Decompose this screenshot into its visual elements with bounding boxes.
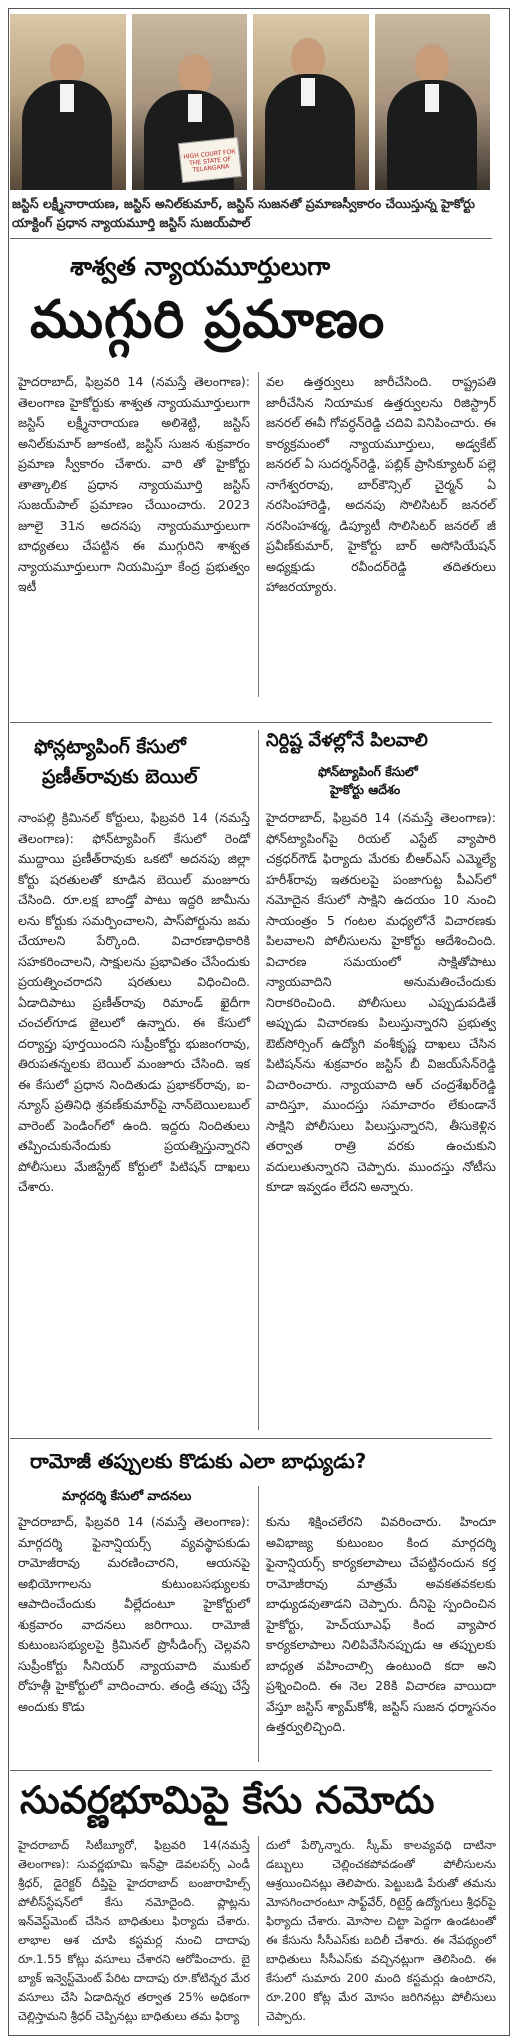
column-divider <box>258 730 259 1430</box>
story3-body: హైదరాబాద్, ఫిబ్రవరి 14 (నమస్తే తెలంగాణ): ఫోన్‌ట్యాపింగ్‌పై రియల్ ఎస్టేట్ వ్యాపారి చక్రధర్‌గౌడ్ ఫిర్యాదు మేరకు బీఆర్‌ఎస్ ఎమ్మెల్యే హరీశ్‌రావు ఇతరులపై పంజాగుట్ట పీఎస్‌లో నమోదైన కేసులో సాక్షిని ఉదయం 10 నుంచి సాయంత్రం 5 గంటల మధ్యలోనే విచారణకు పిలవాలని పోలీసులను హైకోర్టు ఆదేశించింది. విచారణ సమయంలో సాక్షితోపాటు న్యాయవాదిని అనుమతించేందుకు నిరాకరించింది. పోలీసులు ఎప్పుడుపడితే అప్పుడు విచారణకు పిలుస్తున్నారని ప్రభుత్వ ఔట్‌సోర్సింగ్ ఉద్యోగి వంశీకృష్ణ దాఖలు చేసిన పిటిషన్‌ను శుక్రవారం జస్టిస్ బీ విజయ్‌సేన్‌రెడ్డి విచారించారు. న్యాయవాది ఆర్ చంద్రశేఖర్‌రెడ్డి వాదిస్తూ, ముందస్తు సమాచారం లేకుండానే సాక్షిని పోలీసులు పిలుస్తున్నారని, తీసుకెళ్లిన తర్వాత రాత్రి వరకు ఉంచుకుని వదులుతున్నారని చెప్పారు. ముందస్తు నోటీసు కూడా ఇవ్వడం లేదని అన్నారు. <box>266 810 496 1194</box>
story2-body: నాంపల్లి క్రిమినల్ కోర్టులు, ఫిబ్రవరి 14 (నమస్తే తెలంగాణ): ఫోన్‌ట్యాపింగ్ కేసులో రెండో ముద్దాయి ప్రణీత్‌రావుకు ఒకటో అదనపు జిల్లా కోర్టు షరతులతో కూడిన బెయిల్ మంజూరు చేసింది. రూ.లక్ష బాండ్తో పాటు ఇద్దరి జామీను లను కోర్టుకు సమర్పించాలని, పాస్‌పోర్టును జమ చేయాలని పేర్కొంది. విచారణాధికారికి సహకరించాలని, సాక్షులను ప్రభావితం చేసేందుకు ప్రయత్నించరాదని షరతులు విధించింది. ఏడాదిపాటు ప్రణీత్‌రావు రిమాండ్ ఖైదీగా చంచల్‌గూడ జైలులో ఉన్నారు. ఈ కేసులో దర్యాప్తు పూర్తయిందని సుప్రీంకోర్టు భుజంగరావు, తిరుపతన్నలకు బెయిల్ మంజూరు చేసింది. ఇక ఈ కేసులో ప్రధాన నిందితుడు ప్రభాకర్‌రావు, ఐ-న్యూస్ ప్రతినిధి శ్రవణ్‌కుమార్‌పై నాన్‌బెయిలబుల్ వారెంట్ పెండింగ్‌లో ఉంది. ఇద్దరు నిందితులు తప్పించుకునేందుకు ప్రయత్నిస్తున్నారని పోలీసులు మేజిస్ట్రేట్ కోర్టులో పిటిషన్ దాఖలు చేశారు. <box>18 810 250 1194</box>
story1-column-1: హైదరాబాద్, ఫిబ్రవరి 14 (నమస్తే తెలంగాణ): తెలంగాణ హైకోర్టుకు శాశ్వత న్యాయమూర్తులుగా జస్టిస్ లక్ష్మీనారాయణ అలిశెట్టి, జస్టిస్ అనిల్‌కుమార్ జూకంటి, జస్టిస్ సుజన శుక్రవారం ప్రమాణ స్వీకారం చేశారు. వారి తో హైకోర్టు తాత్కాలిక ప్రధాన న్యాయమూర్తి జస్టిస్ సుజయ్‌పాల్ ప్రమాణం చేయించారు. 2023 జూలై 31న అదనపు న్యాయమూర్తులుగా బాధ్యతలు చేపట్టిన ఈ ముగ్గురిని శాశ్వత న్యాయమూర్తులుగా నియమిస్తూ కేంద్ర ప్రభుత్వం ఇటీ <box>18 374 250 594</box>
divider <box>10 238 492 239</box>
story4-title: రామోజీ తప్పులకు కొడుకు ఎలా బాధ్యుడు? <box>30 1449 367 1473</box>
story2-title-line1: ఫోన్లట్యాపింగ్ కేసులో <box>34 736 186 758</box>
column-divider <box>258 372 259 697</box>
story3-title: నిర్దిష్ట వేళల్లోనే పిలవాలి <box>266 730 428 751</box>
story4-column-2: కును శిక్షించలేరని వివరించారు. హిందూ అవిభాజ్య కుటుంబం కింద మార్గదర్శి ఫైనాన్షియర్స్ కార్యకలాపాలు చేపట్టినందున కర్త రామోజీరావు మాత్రమే అవకతవకలకు బాధ్యుడవుతాడని చెప్పారు. దీనిపై స్పందించిన హైకోర్టు, హెచ్‌యూఎఫ్ కింద వ్యాపార కార్యకలాపాలు నిలిపివేసినప్పుడు ఆ తప్పులకు బాధ్యత వహించాల్సి ఉంటుంది కదా అని ప్రశ్నించింది. ఈ నెల 28కి విచారణ వాయిదా వేస్తూ జస్టిస్ శ్యామ్‌కోశీ, జస్టిస్ సుజన ధర్మాసనం ఉత్తర్వులిచ్చింది. <box>266 1514 496 1734</box>
story4-kicker: మార్గదర్శి కేసులో వాదనలు <box>62 1488 192 1503</box>
story1-headline: ముగ్గురి ప్రమాణం <box>30 290 386 350</box>
oath-document <box>178 137 242 183</box>
photo-justice-1 <box>10 14 126 190</box>
story4-column-1: హైదరాబాద్, ఫిబ్రవరి 14 (నమస్తే తెలంగాణ): మార్గదర్శి ఫైనాన్షియర్స్ వ్యవస్థాపకుడు రామోజీరావు మరణించారని, ఆయనపై అభియోగాలను కుటుంబసభ్యులకు ఆపాదించేందుకు వీల్లేదంటూ హైకోర్టులో శుక్రవారం వాదనలు జరిగాయి. రామోజీ కుటుంబసభ్యులపై క్రిమినల్ ప్రొసీడింగ్స్ చెల్లవని సుప్రీంకోర్టు సీనియర్ న్యాయవాది ముకుల్ రోహత్గీ హైకోర్టులో వాదించారు. తండ్రి తప్పు చేస్తే అందుకు కొడు <box>18 1514 250 1714</box>
column-divider <box>258 1836 259 2026</box>
photo-justice-3 <box>253 14 369 190</box>
column-divider <box>258 1486 259 1762</box>
story1-subhead: శాశ్వత న్యాయమూర్తులుగా <box>70 252 331 281</box>
divider <box>10 722 492 723</box>
story2-title-line2: ప్రణీత్‌రావుకు బెయిల్ <box>42 766 198 788</box>
divider <box>10 1438 492 1439</box>
divider <box>10 1770 492 1771</box>
story3-kicker-line1: ఫోన్‌ట్యాపింగ్ కేసులో <box>318 764 418 779</box>
story3-kicker-line2: హైకోర్టు ఆదేశం <box>330 782 401 797</box>
story5-column-2: దులో పేర్కొన్నారు. స్కీమ్ కాలవ్యవధి దాటినా డబ్బులు చెల్లించకపోవడంతో పోలీసులను ఆశ్రయించినట్లు తెలిపారు. పెట్టుబడి పేరుతో తమను మోసగించారంటూ సాఫ్ట్‌వేర్, రిటైర్డ్ ఉద్యోగులు శ్రీధర్‌పై ఫిర్యాదు చేశారు. మోసాల చిట్టా పెద్దగా ఉండటంతో ఈ కేసును సీసీఎస్‌కు బదిలీ చేశారు. ఈ నేపథ్యంలో బాధితులు సీసీఎస్‌కు వచ్చినట్లుగా తెలిసింది. ఈ కేసులో సుమారు 200 మంది కస్టమర్లు ఉంటారని, రూ.200 కోట్ల మేర మోసం జరిగినట్లు పోలీసులు చెప్పారు. <box>266 1838 496 2023</box>
photo-strip <box>10 14 490 190</box>
photo-justice-4 <box>375 14 491 190</box>
story1-column-2: వల ఉత్తర్వులు జారీచేసింది. రాష్ట్రపతి జారీచేసిన నియామక ఉత్తర్వులను రిజిస్ట్రార్ జనరల్ ఈవీ గోవర్ధన్‌రెడ్డి చదివి వినిపించారు. ఈ కార్యక్రమంలో న్యాయమూర్తులు, అడ్వకేట్ జనరల్ ఏ సుదర్శన్‌రెడ్డి, పబ్లిక్ ప్రాసిక్యూటర్ పల్లె నాగేశ్వరరావు, బార్‌కౌన్సిల్ చైర్మన్ ఏ నరసింహారెడ్డి, అదనపు సొలిసిటర్ జనరల్ నరసింహశర్మ, డిప్యూటీ సొలిసిటర్ జనరల్ జీ ప్రవీణ్‌కుమార్, హైకోర్టు బార్ అసోసియేషన్ అధ్యక్షుడు రవీందర్‌రెడ్డి తదితరులు హాజరయ్యారు. <box>266 374 496 594</box>
oath-document-text: HIGH COURT FOR THE STATE OF TELANGANA <box>182 148 236 174</box>
story5-title: సువర్ణభూమిపై కేసు నమోదు <box>20 1778 435 1822</box>
photo-caption: జస్టిస్ లక్ష్మీనారాయణ, జస్టిస్ అనిల్‌కుమార్, జస్టిస్ సుజనతో ప్రమాణస్వీకారం చేయిస్తున్న హైకోర్టు యాక్టింగ్ ప్రధాన న్యాయమూర్తి జస్టిస్ సుజయ్‌పాల్ <box>12 196 475 230</box>
photo-justice-2 <box>132 14 248 190</box>
story5-column-1: హైదరాబాద్ సిటీబ్యూరో, ఫిబ్రవరి 14(నమస్తే తెలంగాణ): సువర్ణభూమి ఇన్‌ఫ్రా డెవలపర్స్ ఎండీ శ్రీధర్, డైరెక్టర్ దీప్తిపై హైదరాబాద్ బంజారాహిల్స్ పోలీస్‌స్టేషన్‌లో కేసు నమోదైంది. ప్లాట్లను ఇన్‌వెస్ట్‌మెంట్ చేసిన బాధితులు ఫిర్యాదు చేశారు. లాభాల ఆశ చూపి కస్టమర్ల నుంచి దాదాపు రూ.1.55 కోట్లు వసూలు చేశారని ఆరోపించారు. బై బ్యాక్ ఇన్వెస్ట్‌మెంట్ పేరిట దాదాపు రూ.కోటిన్నర మేర వసూలు చేసి ఏడాదిన్నర తర్వాత 25% అధికంగా చెల్లిస్తామని శ్రీధర్ చెప్పినట్లు బాధితులు తమ ఫిర్యా <box>18 1838 250 2023</box>
